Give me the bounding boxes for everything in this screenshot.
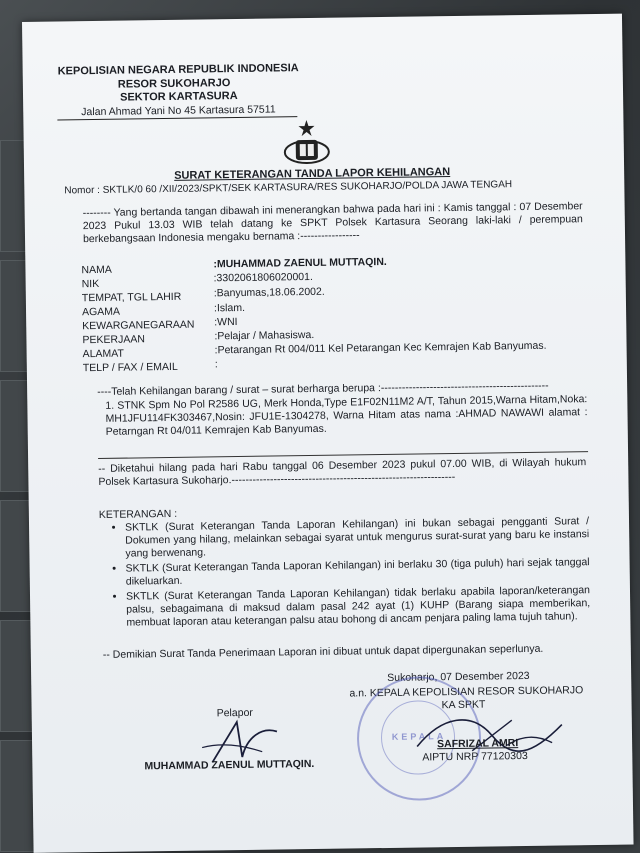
field-label-telp: TELP / FAX / EMAIL	[82, 360, 178, 375]
field-value-alamat: :Petarangan Rt 004/011 Kel Petarangan Kec Kemrajen Kab Banyumas.	[214, 339, 547, 357]
official-stamp: KEPALA	[356, 676, 482, 802]
field-label-kewarganegaraan: KEWARGANEGARAAN	[82, 318, 195, 333]
document-number: Nomor : SKTLK/0 60 /XII/2023/SPKT/SEK KARTASURA/RES SUKOHARJO/POLDA JAWA TENGAH	[64, 179, 513, 197]
field-label-pekerjaan: PEKERJAAN	[82, 333, 145, 347]
pelapor-label: Pelapor	[216, 706, 253, 720]
field-value-agama: :Islam.	[213, 301, 246, 315]
keterangan-item-2: • SKTLK (Surat Keterangan Tanda Laporan Kehilangan) ini berlaku 30 (tiga puluh) hari sejak tanggal dikeluarkan.	[126, 556, 590, 588]
officer-name: SAFRIZAL AMRI	[437, 737, 519, 751]
field-label-nama: NAMA	[81, 263, 112, 277]
keterangan-item-1: • SKTLK (Surat Keterangan Tanda Laporan Kehilangan) ini bukan sebagai pengganti Surat / Dokumen yang hilang, melainkan sebagai syarat untuk mengurus surat-surat yang baru ke instansi yang berwenang.	[125, 515, 589, 560]
field-value-kewarganegaraan: :WNI	[214, 316, 238, 329]
field-value-nama: :MUHAMMAD ZAENUL MUTTAQIN.	[213, 255, 387, 271]
field-label-agama: AGAMA	[81, 305, 121, 319]
intro-paragraph: -------- Yang bertanda tangan dibawah ini menerangkan bahwa pada hari ini : Kamis tanggal : 07 Desember 2023 Pukul 13.03 WIB telah datang ke SPKT Polsek Kartasura Seorang laki-laki / perempuan berkebangsaan Indonesia mengaku bernama :-----------------	[82, 200, 583, 246]
lost-intro: ----Telah Kehilangan barang / surat – surat berharga berupa :------------------------------------------------	[97, 379, 549, 398]
keterangan-list	[111, 515, 590, 632]
police-emblem-icon	[281, 120, 332, 165]
lost-date: -- Diketahui hilang pada hari Rabu tanggal 06 Desember 2023 pukul 07.00 WIB, di Wilayah hukum Polsek Kartasura Sukoharjo.----------------------------------------------------------------	[98, 456, 587, 488]
keterangan-label: KETERANGAN :	[98, 507, 178, 521]
sign-place-date: Sukoharjo, 07 Desember 2023	[387, 669, 530, 684]
header-line2: RESOR SUKOHARJO	[117, 77, 231, 91]
field-label-alamat: ALAMAT	[82, 347, 124, 361]
lost-item: 1. STNK Spm No Pol R2586 UG, Merk Honda,Type E1F02N11M2 A/T, Tahun 2015,Warna Hitam,Noka: MH1JFU114FK303467,Nosin: JFU1E-1304278, Warna Hitam atas nama :AHMAD NAWAWI alamat : Petarngan Rt 04/011 Kemrajen Kab Banyumas.	[105, 393, 588, 438]
sign-ka-line: KA SPKT	[441, 698, 486, 712]
header-line3: SEKTOR KARTASURA	[119, 89, 238, 104]
identity-fields	[81, 255, 581, 375]
keterangan-item-3: • SKTLK (Surat Keterangan Tanda Laporan Kehilangan) tidak berlaku apabila laporan/keterangan palsu, sebagaimana di maksud dalam pasal 242 ayat (1) KUHP (Barang siapa memberikan, membuat laporan atau keterangan palsu atau bohong di ancam penjara paling lama tujuh tahun).	[126, 584, 590, 629]
pelapor-name: MUHAMMAD ZAENUL MUTTAQIN.	[144, 757, 315, 773]
field-label-nik: NIK	[81, 277, 100, 291]
field-label-ttl: TEMPAT, TGL LAHIR	[81, 290, 182, 305]
field-value-telp: :	[214, 358, 218, 371]
closing-statement: -- Demikian Surat Tanda Penerimaan Laporan ini dibuat untuk dapat dipergunakan seperlunya.	[102, 642, 544, 661]
header-line1: KEPOLISIAN NEGARA REPUBLIK INDONESIA	[57, 62, 299, 78]
field-value-ttl: :Banyumas,18.06.2002.	[213, 285, 325, 300]
field-value-pekerjaan: :Pelajar / Mahasiswa.	[214, 328, 315, 343]
field-value-nik: :3302061806020001.	[213, 270, 313, 285]
officer-rank: AIPTU NRP 77120303	[422, 750, 528, 764]
document-paper	[22, 14, 634, 853]
sign-an-line: a.n. KEPALA KEPOLISIAN RESOR SUKOHARJO	[349, 684, 584, 700]
document-title: SURAT KETERANGAN TANDA LAPOR KEHILANGAN	[174, 166, 451, 182]
header-address: Jalan Ahmad Yani No 45 Kartasura 57511	[81, 103, 276, 119]
